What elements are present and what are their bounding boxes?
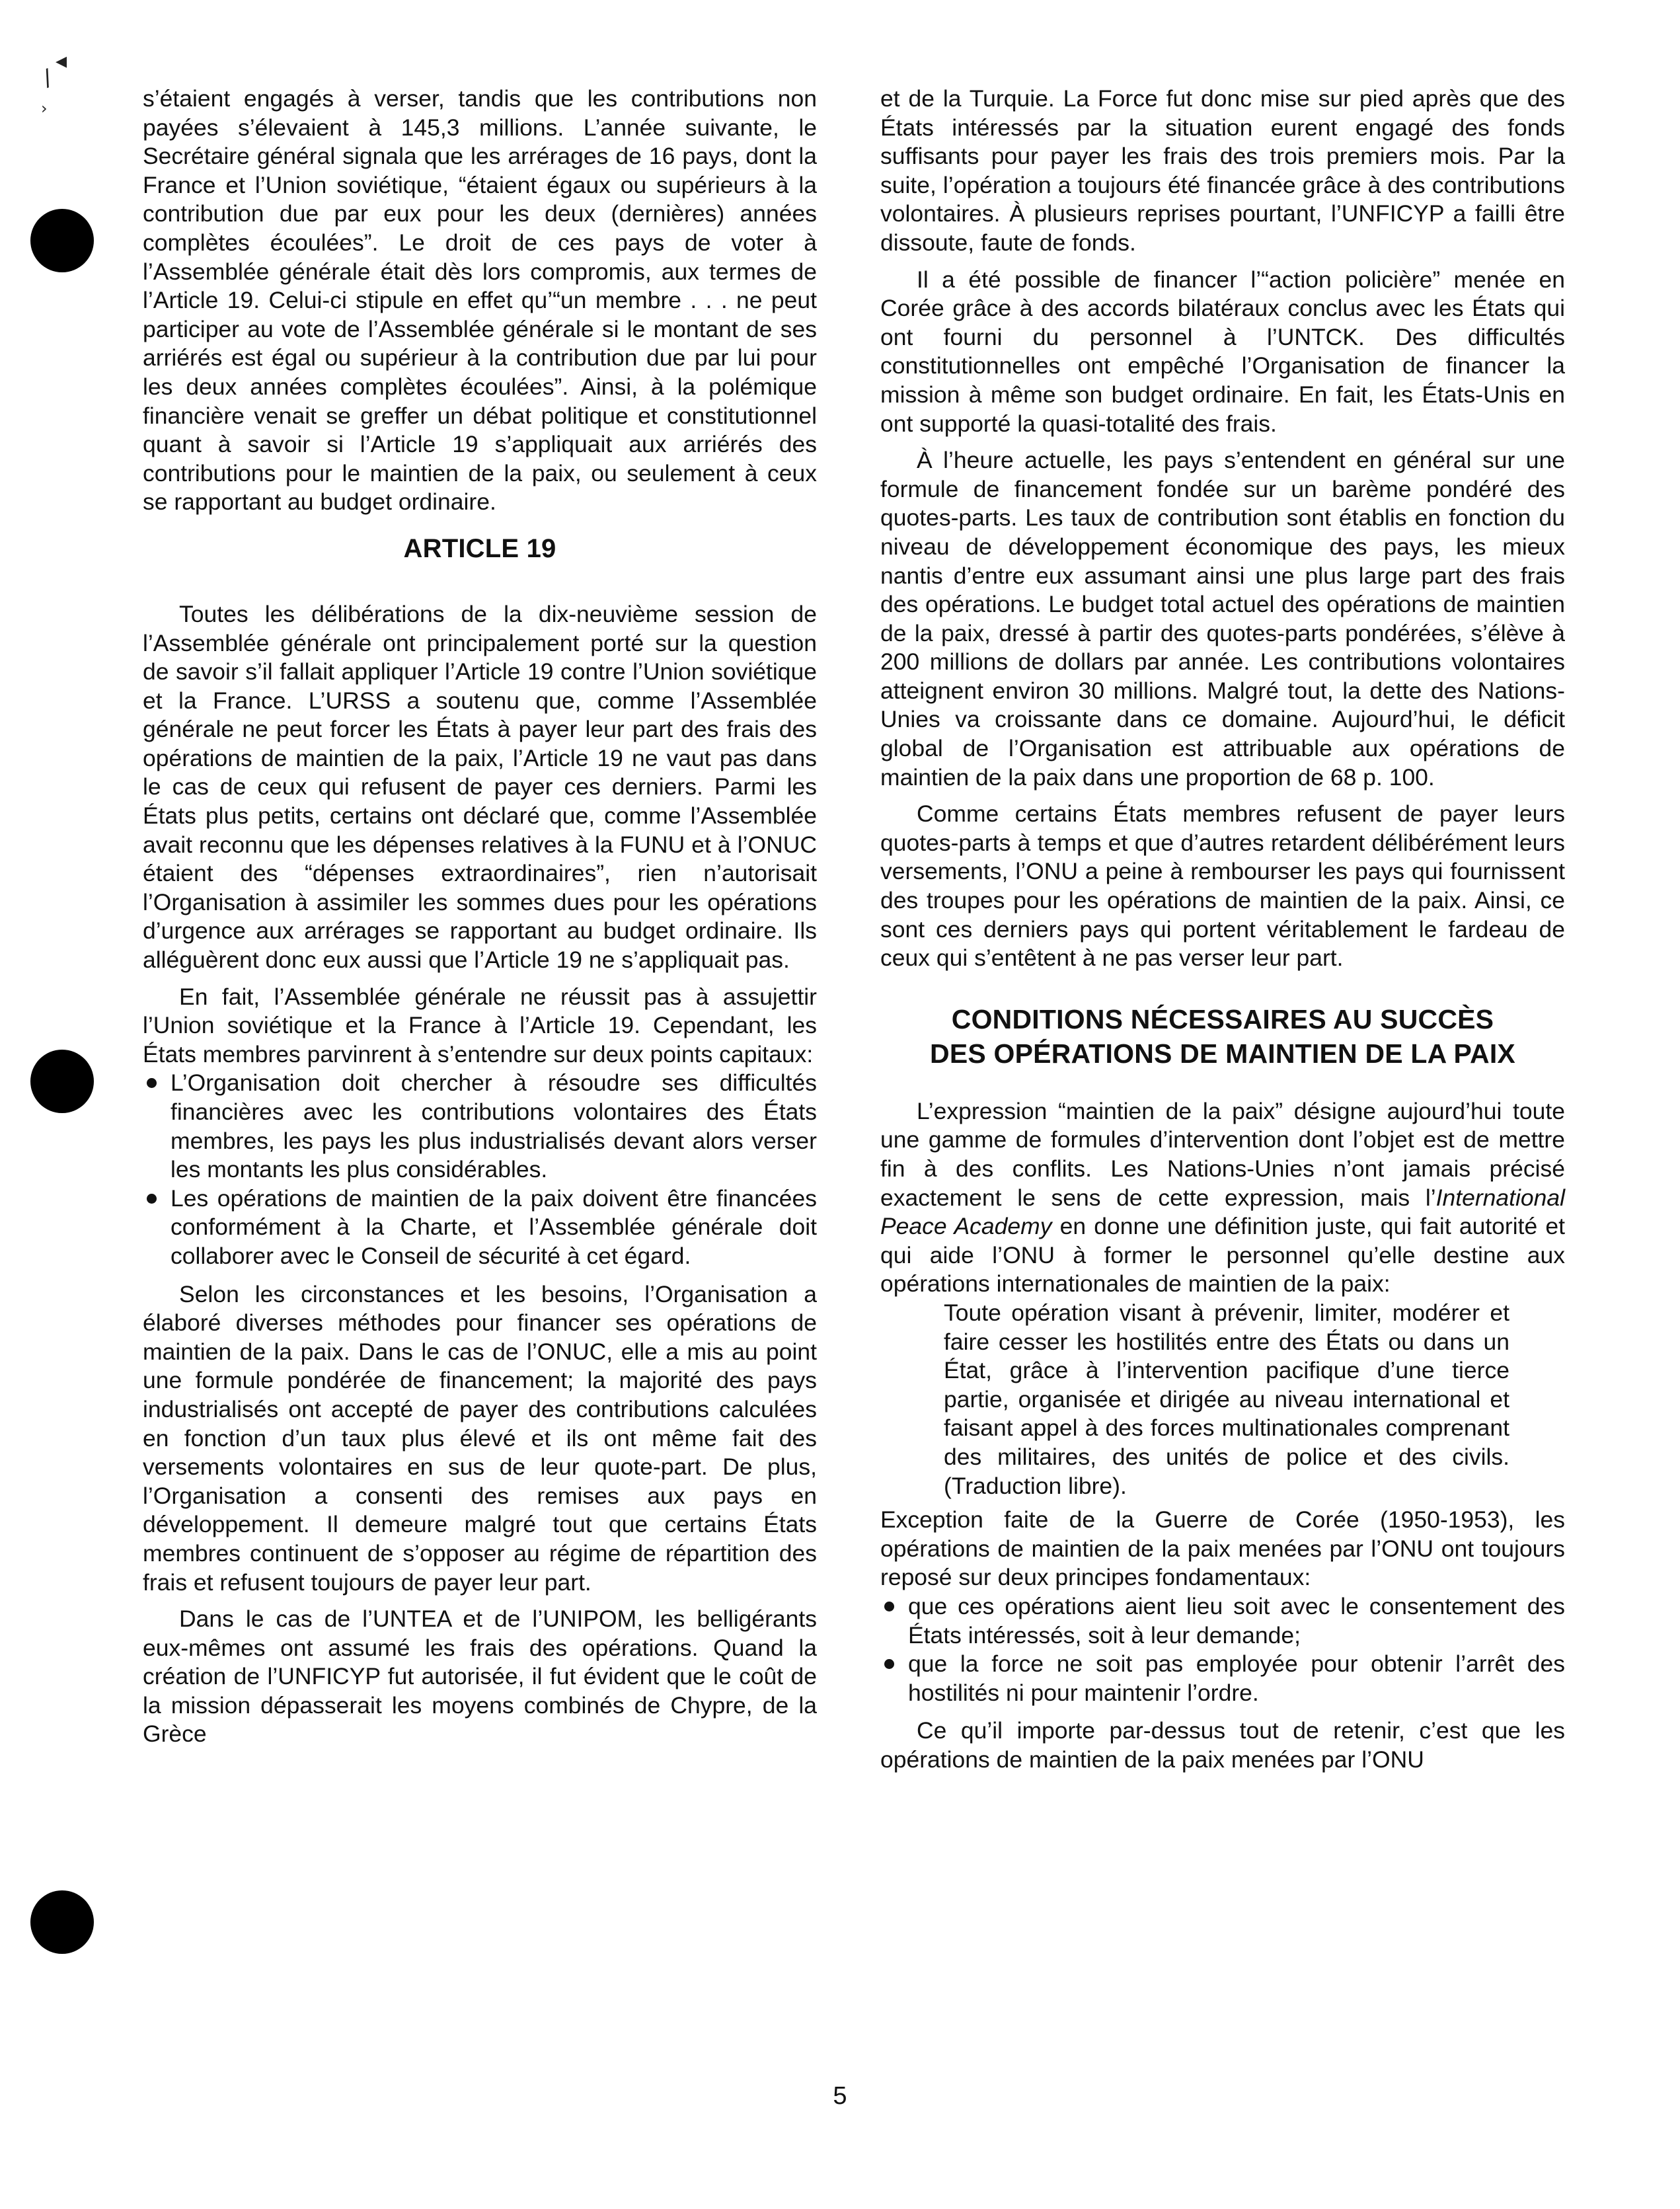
paragraph: Exception faite de la Guerre de Corée (1950-1953), les opérations de maintien de la paix menées par l’ONU ont toujours reposé sur deux principes fondamentaux: xyxy=(880,1506,1565,1591)
page-number: 5 xyxy=(833,2082,847,2110)
punch-hole xyxy=(30,1890,94,1954)
paragraph: Ce qu’il importe par-dessus tout de retenir, c’est que les opérations de maintien de la paix menées par l’ONU xyxy=(880,1717,1565,1773)
section-heading: ARTICLE 19 xyxy=(403,533,556,563)
paragraph: En fait, l’Assemblée générale ne réussit pas à assujettir l’Union soviétique et la France à l’Article 19. Cependant, les États membres parvinrent à s’entendre sur deux points capitaux: xyxy=(143,983,817,1067)
list-item: que ces opérations aient lieu soit avec le consentement des États intéressés, soit à leur demande; xyxy=(880,1592,1565,1650)
paragraph: Comme certains États membres refusent de payer leurs quotes-parts à temps et que d’autres retardent délibérément leurs versements, l’ONU a peine à rembourser les pays qui fournissent des troupes pour les opérations de maintien de la paix. Ainsi, ce sont ces derniers pays qui portent véritablement le fardeau de ceux qui s’entêtent à ne pas verser leur part. xyxy=(880,800,1565,972)
list-item: que la force ne soit pas employée pour obtenir l’arrêt des hostilités ni pour maintenir l’ordre. xyxy=(880,1650,1565,1707)
block-quote: Toute opération visant à prévenir, limiter, modérer et faire cesser les hostilités entre des États ou dans un État, grâce à l’intervention pacifique d’une tierce partie, organisée et dirigée au niveau international et faisant appel à des forces multinationales comprenant des militaires, des unités de police et des civils. (Traduction libre). xyxy=(944,1299,1509,1499)
paragraph: À l’heure actuelle, les pays s’entendent en général sur une formule de financement fondée sur un barème pondéré des quotes-parts. Les taux de contribution sont établis en fonction du niveau de développement économique des pays, les mieux nantis d’entre eux assumant ainsi une plus large part des frais des opérations. Le budget total actuel des opérations de maintien de la paix, dressé à partir des quotes-parts pondérées, s’élève à 200 millions de dollars par année. Les contributions volontaires atteignent environ 30 millions. Malgré tout, la dette des Nations-Unies va croissante dans ce domaine. Aujourd’hui, le déficit global de l’Organisation est attribuable aux opérations de maintien de la paix dans une proportion de 68 p. 100. xyxy=(880,447,1565,791)
right-column xyxy=(880,85,1565,1782)
list-item: Les opérations de maintien de la paix doivent être financées conformément à la Charte, et l’Assemblée générale doit collaborer avec le Conseil de sécurité à cet égard. xyxy=(143,1184,817,1271)
paragraph xyxy=(880,1097,1565,1299)
paragraph: Dans le cas de l’UNTEA et de l’UNIPOM, les belligérants eux-mêmes ont assumé les frais des opérations. Quand la création de l’UNFICYP fut autorisée, il fut évident que le coût de la mission dépasserait les moyens combinés de Chypre, de la Grèce xyxy=(143,1606,817,1748)
paragraph-text: L’expression “maintien de la paix” désigne aujourd’hui toute une gamme de formules d’intervention dont l’objet est de mettre fin à des conflits. Les Nations-Unies n’ont jamais précisé exactement le sens de cette expression, mais l’ xyxy=(880,1097,1565,1211)
section-heading-line: DES OPÉRATIONS DE MAINTIEN DE LA PAIX xyxy=(930,1038,1515,1069)
italic-title: International Peace Academy xyxy=(880,1184,1565,1240)
paragraph: et de la Turquie. La Force fut donc mise sur pied après que des États intéressés par la situation eurent engagé des fonds suffisants pour payer les frais des trois premiers mois. Par la suite, l’opération a toujours été financée grâce à des contributions volontaires. À plusieurs reprises pourtant, l’UNFICYP a failli être dissoute, faute de fonds. xyxy=(880,85,1565,256)
bullet-list xyxy=(143,1069,817,1270)
list-item: L’Organisation doit chercher à résoudre ses difficultés financières avec les contributions volontaires des États membres, les pays les plus industrialisés devant alors verser les montants les plus considérables. xyxy=(143,1069,817,1184)
section-heading-line: CONDITIONS NÉCESSAIRES AU SUCCÈS xyxy=(951,1003,1494,1034)
section-heading xyxy=(880,1002,1565,1071)
paragraph: s’étaient engagés à verser, tandis que les contributions non payées s’élevaient à 145,3 millions. L’année suivante, le Secrétaire général signala que les arrérages de 16 pays, dont la France et l’Union soviétique, “étaient égaux ou supérieurs à la contribution due par eux pour les deux (dernières) années complètes écoulées”. Le droit de ces pays de voter à l’Assemblée générale était dès lors compromis, aux termes de l’Article 19. Celui-ci stipule en effet qu’“un membre . . . ne peut participer au vote de l’Assemblée générale si le montant de ses arriérés est égal ou supérieur à la contribution due par lui pour les deux années complètes écoulées”. Ainsi, à la polémique financière venait se greffer un débat politique et constitutionnel quant à savoir si l’Article 19 s’appliquait aux arriérés des contributions pour le maintien de la paix, ou seulement à ceux se rapportant au budget ordinaire. xyxy=(143,85,817,516)
punch-hole xyxy=(30,1050,94,1113)
paragraph: Toutes les délibérations de la dix-neuvième session de l’Assemblée générale ont principalement porté sur la question de savoir s’il fallait appliquer l’Article 19 contre l’Union soviétique et la France. L’URSS a soutenu que, comme l’Assemblée générale ne peut forcer les États à payer leur part des frais des opérations de maintien de la paix, l’Article 19 ne vaut pas dans le cas de ceux qui refusent de payer ces derniers. Parmi les États plus petits, certains ont déclaré que, comme l’Assemblée avait reconnu que les dépenses relatives à la FUNU et à l’ONUC étaient des “dépenses extraordinaires”, rien n’autorisait l’Organisation à assimiler les sommes dues pour les opérations d’urgence aux arrérages se rapportant au budget ordinaire. Ils alléguèrent donc eux aussi que l’Article 19 ne s’appliquait pas. xyxy=(143,600,817,974)
scan-mark: ◂ / › xyxy=(39,48,67,118)
left-column xyxy=(143,85,817,1757)
paragraph: Il a été possible de financer l’“action policière” menée en Corée grâce à des accords bilatéraux conclus avec les États qui ont fourni du personnel à l’UNTCK. Des difficultés constitutionnelles ont empêché l’Organisation de financer la mission à même son budget ordinaire. En fait, les États-Unis en ont supporté la quasi-totalité des frais. xyxy=(880,266,1565,437)
paragraph-text: en donne une définition juste, qui fait autorité et qui aide l’ONU à former le personnel qu’elle destine aux opérations internationales de maintien de la paix: xyxy=(880,1213,1566,1298)
punch-hole xyxy=(30,209,94,272)
paragraph: Selon les circonstances et les besoins, l’Organisation a élaboré diverses méthodes pour financer ses opérations de maintien de la paix. Dans le cas de l’ONUC, elle a mis au point une formule pondérée de financement; la majorité des pays industrialisés ont accepté de payer des contributions calculées en fonction d’un taux plus élevé et ils ont même fait des versements volontaires en sus de leur quote-part. De plus, l’Organisation a consenti des remises aux pays en développement. Il demeure malgré tout que certains États membres continuent de s’opposer au régime de répartition des frais et refusent toujours de payer leur part. xyxy=(143,1280,817,1596)
bullet-list xyxy=(880,1592,1565,1707)
